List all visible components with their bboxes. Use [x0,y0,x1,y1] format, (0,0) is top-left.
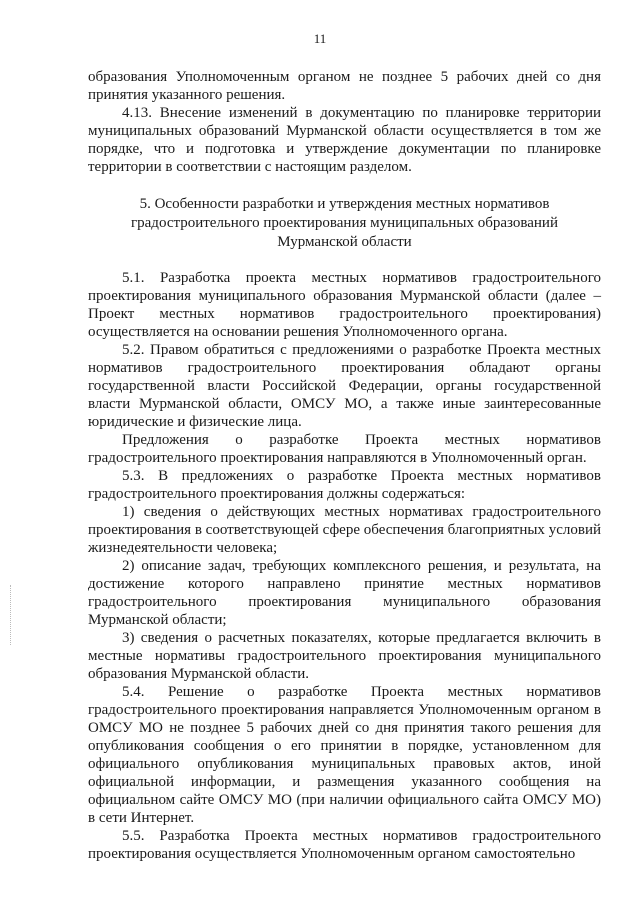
paragraph-5-4: 5.4. Решение о разработке Проекта местных нормативов градостроительного проектирования направляется Уполномоченным органом в ОМСУ МО не позднее 5 рабочих дней со дня принятия такого решения для опубликования сообщения о его принятии в порядке, установленном для официального опубликования муниципальных правовых актов, иной официальной информации, и размещения указанного сообщения на официальном сайте ОМСУ МО (при наличии официального сайта ОМСУ МО) в сети Интернет. [88,684,601,826]
section-title-line: Мурманской области [277,234,412,250]
paragraph-5-2: 5.2. Правом обратиться с предложениями о разработке Проекта местных нормативов градостроительного проектирования обладают органы государственной власти Российской Федерации, органы государственной власти Мурманской области, ОМСУ МО, а также иные заинтересованные юридические и физические лица. [88,342,601,430]
list-item-2: 2) описание задач, требующих комплексного решения, и результата, на достижение которого направлено принятие местных нормативов градостроительного проектирования муниципального образования Мурманской области; [88,558,601,628]
list-item-3: 3) сведения о расчетных показателях, которые предлагается включить в местные нормативы градостроительного проектирования муниципального образования Мурманской области. [88,630,601,682]
paragraph-proposals: Предложения о разработке Проекта местных нормативов градостроительного проектирования направляются в Уполномоченный орган. [88,432,601,466]
section-5-title [88,195,601,252]
margin-mark [10,585,13,645]
paragraph-5-1: 5.1. Разработка проекта местных нормативов градостроительного проектирования муниципального образования Мурманской области (далее – Проект местных нормативов градостроительного проектирования) осуществляется на основании решения Уполномоченного органа. [88,270,601,340]
page-number: 11 [313,31,327,46]
section-title-line: 5. Особенности разработки и утверждения местных нормативов [139,196,550,212]
section-title-line: градостроительного проектирования муниципальных образований [131,215,558,231]
paragraph-5-5: 5.5. Разработка Проекта местных нормативов градостроительного проектирования осуществляется Уполномоченным органом самостоятельно [88,828,601,862]
list-item-1: 1) сведения о действующих местных нормативах градостроительного проектирования в соответствующей сфере обеспечения благоприятных условий жизнедеятельности человека; [88,504,601,556]
paragraph-4-13: 4.13. Внесение изменений в документацию по планировке территории муниципальных образований Мурманской области осуществляется в том же порядке, что и подготовка и утверждение документации по планировке территории в соответствии с настоящим разделом. [88,105,601,175]
paragraph-5-3: 5.3. В предложениях о разработке Проекта местных нормативов градостроительного проектирования должны содержаться: [88,468,601,502]
document-body [88,68,601,863]
paragraph-continuation: образования Уполномоченным органом не позднее 5 рабочих дней со дня принятия указанного решения. [88,69,601,103]
